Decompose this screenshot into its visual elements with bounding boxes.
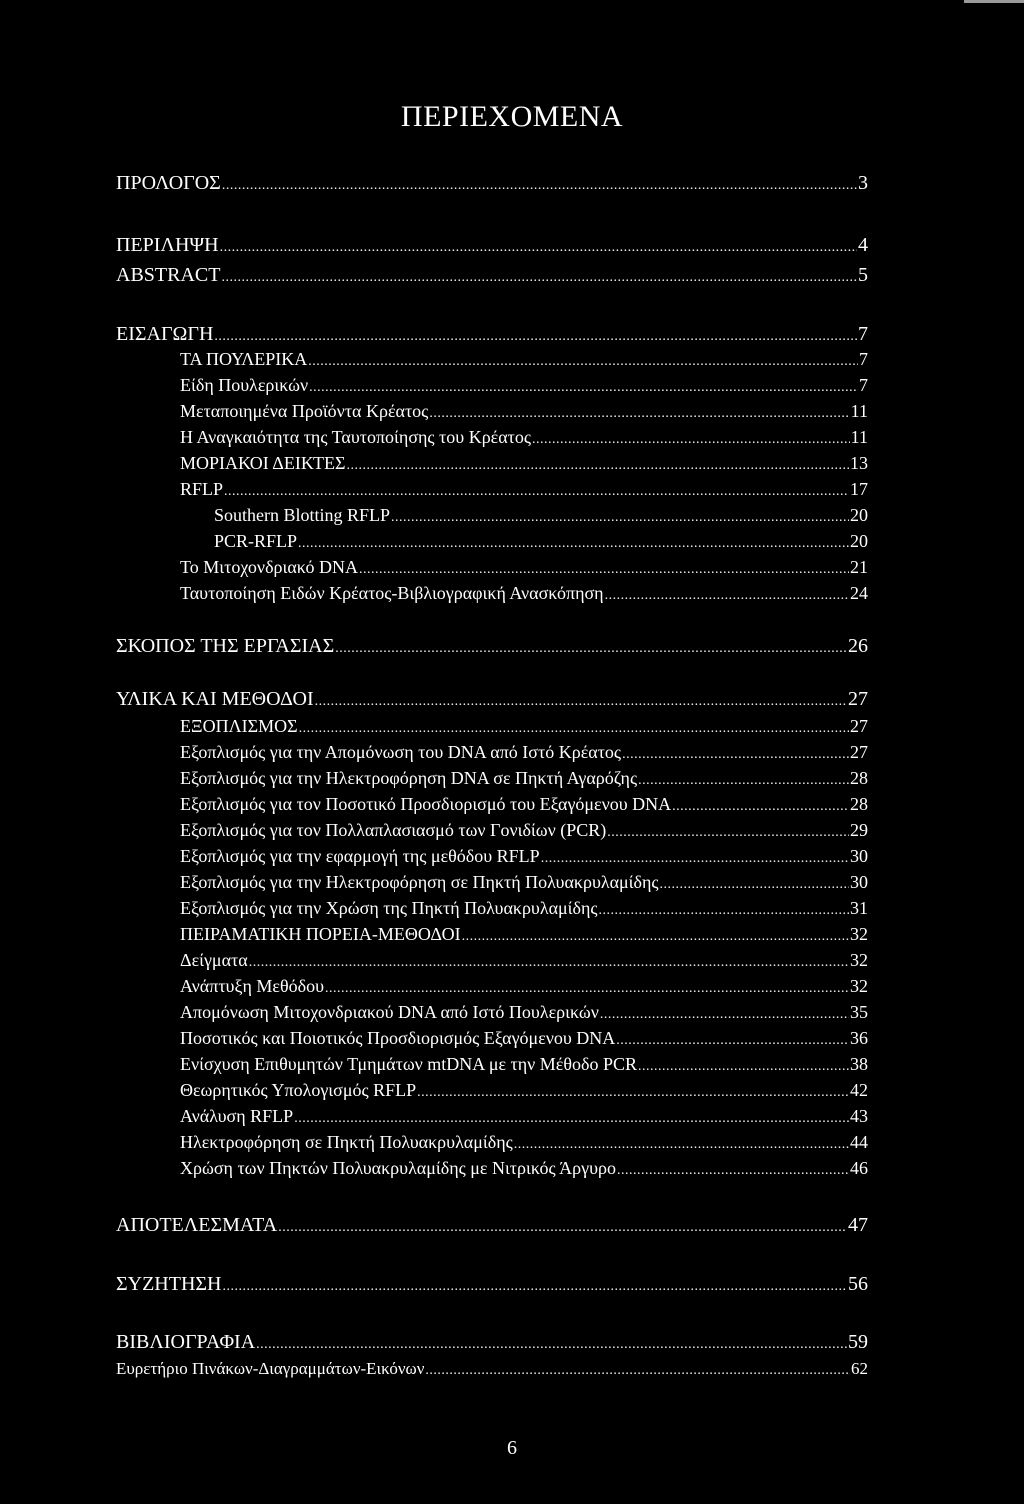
toc-entry <box>180 1158 868 1184</box>
toc-page-number: 62 <box>851 1359 868 1378</box>
toc-page-number: 27 <box>848 688 868 710</box>
toc-entry-title: Εξοπλισμός για την Ηλεκτροφόρηση DNA σε Πηκτή Αγαρόζης <box>180 768 638 788</box>
toc-entry <box>180 583 868 609</box>
toc-leader-dots <box>616 1033 849 1049</box>
toc-leader-dots <box>514 1137 849 1153</box>
toc-leader-dots <box>672 799 849 815</box>
toc-page-number: 21 <box>850 557 868 577</box>
toc-page-number: 3 <box>858 172 868 194</box>
toc-page-number: 44 <box>850 1132 868 1152</box>
toc-entry-title: RFLP <box>180 479 224 499</box>
page-number: 6 <box>507 1437 517 1459</box>
toc-entry-title: Ποσοτικός και Ποιοτικός Προσδιορισμός Εξαγόμενου DNA <box>180 1028 616 1048</box>
toc-entry <box>116 688 868 714</box>
toc-entry <box>180 716 868 742</box>
toc-leader-dots <box>541 851 849 867</box>
toc-entry-title: ABSTRACT <box>116 264 221 286</box>
toc-entry-title: Η Αναγκαιότητα της Ταυτοποίησης του Κρέατος <box>180 427 532 447</box>
toc-leader-dots <box>335 641 847 657</box>
toc-entry-title: Ανάπτυξη Μεθόδου <box>180 976 324 996</box>
toc-entry-title: Εξοπλισμός για την Χρώση της Πηκτή Πολυακρυλαμίδης <box>180 898 598 918</box>
toc-page-number: 36 <box>850 1028 868 1048</box>
toc-page-number: 11 <box>850 401 868 421</box>
toc-entry-title: Εξοπλισμός για την Ηλεκτροφόρηση σε Πηκτή Πολυακρυλαμίδης <box>180 872 659 892</box>
toc-entry-title: Μεταποιημένα Προϊόντα Κρέατος <box>180 401 429 421</box>
toc-entry <box>116 1214 868 1240</box>
toc-entry <box>180 1132 868 1158</box>
toc-entry-title: Εξοπλισμός για τον Πολλαπλασιασμό των Γονιδίων (PCR) <box>180 820 607 840</box>
toc-entry-title: ΑΠΟΤΕΛΕΣΜΑΤΑ <box>116 1214 278 1236</box>
toc-page-number: 35 <box>850 1002 868 1022</box>
toc-entry-title: Απομόνωση Μιτοχονδριακού DNA από Ιστό Πουλερικών <box>180 1002 599 1022</box>
toc-leader-dots <box>214 329 857 345</box>
toc-leader-dots <box>309 380 858 396</box>
toc-entry <box>180 453 868 479</box>
toc-leader-dots <box>622 747 849 763</box>
toc-entry <box>116 172 868 198</box>
toc-leader-dots <box>298 536 849 552</box>
toc-entry <box>214 531 868 557</box>
toc-leader-dots <box>256 1337 847 1353</box>
toc-page-number: 32 <box>850 924 868 944</box>
toc-entry <box>180 1080 868 1106</box>
toc-entry <box>180 479 868 505</box>
toc-page-number: 38 <box>850 1054 868 1074</box>
toc-entry <box>180 401 868 427</box>
toc-entry-title: Ανάλυση RFLP <box>180 1106 294 1126</box>
toc-entry-title: ΕΞΟΠΛΙΣΜΟΣ <box>180 716 298 736</box>
toc-leader-dots <box>599 903 849 919</box>
toc-leader-dots <box>220 240 857 256</box>
toc-entry-title: ΥΛΙΚΑ ΚΑΙ ΜΕΘΟΔΟΙ <box>116 688 314 710</box>
toc-entry <box>180 872 868 898</box>
toc-page-number: 7 <box>858 323 868 345</box>
toc-page-number: 11 <box>850 427 868 447</box>
toc-page-number: 30 <box>850 846 868 866</box>
toc-page-number: 20 <box>850 505 868 525</box>
toc-page-number: 31 <box>850 898 868 918</box>
toc-entry <box>180 557 868 583</box>
toc-entry-title: ΠΕΡΙΛΗΨΗ <box>116 234 219 256</box>
toc-page-number: 26 <box>848 635 868 657</box>
toc-entry-title: Δείγματα <box>180 950 248 970</box>
toc-page-number: 7 <box>859 375 868 395</box>
toc-entry-title: Εξοπλισμός για τον Ποσοτικό Προσδιορισμό του Εξαγόμενου DNA <box>180 794 672 814</box>
toc-entry-title: ΣΚΟΠΟΣ ΤΗΣ ΕΡΓΑΣΙΑΣ <box>116 635 335 657</box>
toc-page-number: 20 <box>850 531 868 551</box>
toc-page-number: 30 <box>850 872 868 892</box>
toc-entry <box>116 1331 868 1357</box>
toc-entry <box>180 898 868 924</box>
toc-leader-dots <box>278 1220 847 1236</box>
toc-leader-dots <box>347 458 849 474</box>
toc-entry <box>116 1273 868 1299</box>
toc-entry-title: Ενίσχυση Επιθυμητών Τμημάτων mtDNA με την Μέθοδο PCR <box>180 1054 637 1074</box>
toc-leader-dots <box>221 270 857 286</box>
toc-entry-title: Εξοπλισμός για την Απομόνωση του DNA από Ιστό Κρέατος <box>180 742 622 762</box>
toc-entry <box>180 742 868 768</box>
toc-entry <box>180 427 868 453</box>
toc-entry-title: Εξοπλισμός για την εφαρμογή της μεθόδου RFLP <box>180 846 540 866</box>
toc-page-number: 4 <box>858 234 868 256</box>
toc-entry <box>180 349 868 375</box>
toc-leader-dots <box>607 825 849 841</box>
toc-entry-title: ΤΑ ΠΟΥΛΕΡΙΚΑ <box>180 349 308 369</box>
toc-page-number: 47 <box>848 1214 868 1236</box>
toc-page-number: 43 <box>850 1106 868 1126</box>
toc-entry-title: ΕΙΣΑΓΩΓΗ <box>116 323 214 345</box>
toc-page-number: 5 <box>858 264 868 286</box>
toc-page-number: 28 <box>850 768 868 788</box>
toc-leader-dots <box>600 1007 849 1023</box>
toc-leader-dots <box>617 1163 849 1179</box>
toc-entry <box>180 1106 868 1132</box>
toc-entry-title: PCR-RFLP <box>214 531 298 551</box>
toc-leader-dots <box>315 694 847 710</box>
toc-leader-dots <box>359 562 849 578</box>
toc-entry-title: Είδη Πουλερικών <box>180 375 309 395</box>
toc-leader-dots <box>249 955 849 971</box>
toc-leader-dots <box>224 484 849 500</box>
toc-entry-title: Ευρετήριο Πινάκων-Διαγραμμάτων-Εικόνων <box>116 1359 425 1378</box>
toc-page-number: 17 <box>850 479 868 499</box>
toc-leader-dots <box>462 929 849 945</box>
toc-entry <box>180 1002 868 1028</box>
toc-page-number: 13 <box>850 453 868 473</box>
toc-page-number: 59 <box>848 1331 868 1353</box>
toc-entry-title: Θεωρητικός Υπολογισμός RFLP <box>180 1080 417 1100</box>
toc-leader-dots <box>532 432 850 448</box>
toc-leader-dots <box>605 588 849 604</box>
toc-page-number: 29 <box>850 820 868 840</box>
toc-entry-title: ΒΙΒΛΙΟΓΡΑΦΙΑ <box>116 1331 256 1353</box>
toc-entry <box>180 924 868 950</box>
toc-entry-title: Ταυτοποίηση Ειδών Κρέατος-Βιβλιογραφική Ανασκόπηση <box>180 583 604 603</box>
toc-entry <box>180 976 868 1002</box>
toc-page-number: 24 <box>850 583 868 603</box>
toc-entry <box>214 505 868 531</box>
page-title: ΠΕΡΙΕΧΟΜΕΝΑ <box>400 100 624 133</box>
toc-leader-dots <box>425 1363 850 1379</box>
toc-page-number: 27 <box>850 716 868 736</box>
toc-entry <box>180 375 868 401</box>
toc-leader-dots <box>417 1085 849 1101</box>
toc-entry-title: Το Μιτοχονδριακό DNA <box>180 557 358 577</box>
toc-entry <box>116 264 868 290</box>
toc-leader-dots <box>308 354 858 370</box>
toc-page-number: 46 <box>850 1158 868 1178</box>
toc-entry-title: ΜΟΡΙΑΚΟΙ ΔΕΙΚΤΕΣ <box>180 453 346 473</box>
toc-leader-dots <box>391 510 849 526</box>
toc-entry-title: Southern Blotting RFLP <box>214 505 391 525</box>
toc-entry <box>116 1359 868 1385</box>
toc-page-number: 32 <box>850 976 868 996</box>
toc-leader-dots <box>660 877 849 893</box>
toc-page-number: 42 <box>850 1080 868 1100</box>
toc-entry <box>180 846 868 872</box>
toc-page-number: 28 <box>850 794 868 814</box>
toc-entry <box>116 635 868 661</box>
toc-entry-title: ΣΥΖΗΤΗΣΗ <box>116 1273 222 1295</box>
toc-leader-dots <box>638 773 849 789</box>
toc-entry <box>180 1054 868 1080</box>
toc-page-number: 56 <box>848 1273 868 1295</box>
toc-entry <box>180 820 868 846</box>
toc-entry <box>116 234 868 260</box>
toc-leader-dots <box>294 1111 849 1127</box>
toc-entry <box>180 768 868 794</box>
toc-entry-title: Χρώση των Πηκτών Πολυακρυλαμίδης με Νιτρικός Άργυρο <box>180 1158 616 1178</box>
toc-entry-title: ΠΡΟΛΟΓΟΣ <box>116 172 221 194</box>
toc-entry <box>180 794 868 820</box>
toc-page-number: 32 <box>850 950 868 970</box>
toc-entry <box>116 323 868 349</box>
toc-entry-title: Ηλεκτροφόρηση σε Πηκτή Πολυακρυλαμίδης <box>180 1132 513 1152</box>
toc-entry-title: ΠΕΙΡΑΜΑΤΙΚΗ ΠΟΡΕΙΑ-ΜΕΘΟΔΟΙ <box>180 924 461 944</box>
toc-leader-dots <box>325 981 849 997</box>
toc-entry <box>180 950 868 976</box>
toc-leader-dots <box>429 406 849 422</box>
toc-leader-dots <box>223 1279 848 1295</box>
toc-leader-dots <box>299 721 849 737</box>
toc-entry <box>180 1028 868 1054</box>
toc-leader-dots <box>638 1059 849 1075</box>
toc-page-number: 7 <box>859 349 868 369</box>
toc-page-number: 27 <box>850 742 868 762</box>
toc-leader-dots <box>222 178 857 194</box>
